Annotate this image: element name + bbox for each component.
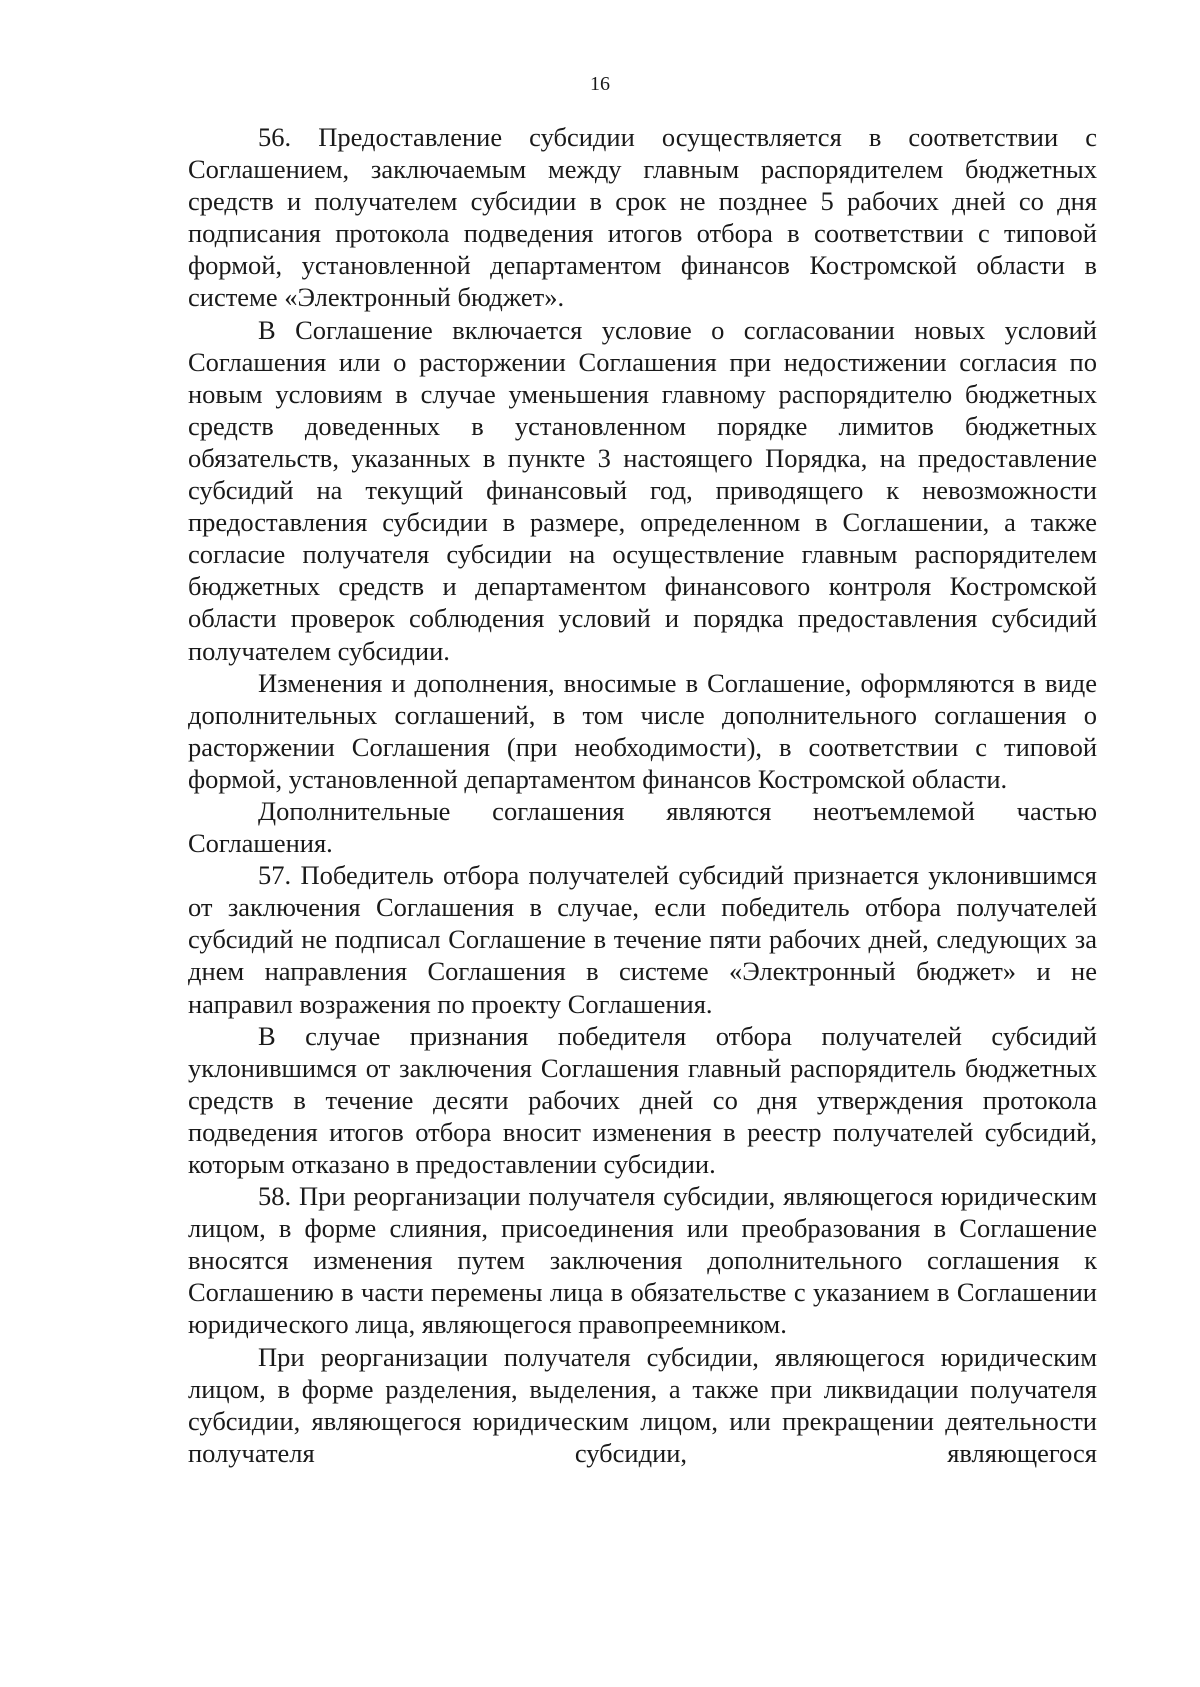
paragraph-58: 58. При реорганизации получателя субсидии, являющегося юридическим лицом, в форме слияния, присоединения или преобразования в Соглашение вносятся изменения путем заключения дополнительного соглашения к Соглашению в части перемены лица в обязательстве с указанием в Соглашении юридического лица, являющегося правопреемником. xyxy=(188,1181,1097,1340)
paragraph-57: 57. Победитель отбора получателей субсидий признается уклонившимся от заключения Соглашения в случае, если победитель отбора получателей субсидий не подписал Соглашение в течение пяти рабочих дней, следующих за днем направления Соглашения в системе «Электронный бюджет» и не направил возражения по проекту Соглашения. xyxy=(188,860,1097,1019)
paragraph-agreement-conditions: В Соглашение включается условие о согласовании новых условий Соглашения или о расторжении Соглашения при недостижении согласия по новым условиям в случае уменьшения главному распорядителю бюджетных средств доведенных в установленном порядке лимитов бюджетных обязательств, указанных в пункте 3 настоящего Порядка, на предоставление субсидий на текущий финансовый год, приводящего к невозможности предоставления субсидии в размере, определенном в Соглашении, а также согласие получателя субсидии на осуществление главным распорядителем бюджетных средств и департаментом финансового контроля Костромской области проверок соблюдения условий и порядка предоставления субсидий получателем субсидии. xyxy=(188,314,1097,666)
paragraph-56: 56. Предоставление субсидии осуществляется в соответствии с Соглашением, заключаемым между главным распорядителем бюджетных средств и получателем субсидии в срок не позднее 5 рабочих дней со дня подписания протокола подведения итогов отбора в соответствии с типовой формой, установленной департаментом финансов Костромской области в системе «Электронный бюджет». xyxy=(188,122,1097,313)
paragraph-agreement-amendments: Изменения и дополнения, вносимые в Соглашение, оформляются в виде дополнительных соглашений, в том числе дополнительного соглашения о расторжении Соглашения (при необходимости), в соответствии с типовой формой, установленной департаментом финансов Костромской области. xyxy=(188,667,1097,794)
document-body xyxy=(188,121,1097,1469)
paragraph-evasion-consequences: В случае признания победителя отбора получателей субсидий уклонившимся от заключения Соглашения главный распорядитель бюджетных средств в течение десяти рабочих дней со дня утверждения протокола подведения итогов отбора вносит изменения в реестр получателей субсидий, которым отказано в предоставлении субсидии. xyxy=(188,1020,1097,1179)
paragraph-reorganization-division: При реорганизации получателя субсидии, являющегося юридическим лицом, в форме разделения, выделения, а также при ликвидации получателя субсидии, являющегося юридическим лицом, или прекращении деятельности получателя субсидии, являющегося xyxy=(188,1341,1097,1468)
page-number: 16 xyxy=(590,73,610,95)
paragraph-additional-agreements: Дополнительные соглашения являются неотъемлемой частью Соглашения. xyxy=(188,795,1097,859)
